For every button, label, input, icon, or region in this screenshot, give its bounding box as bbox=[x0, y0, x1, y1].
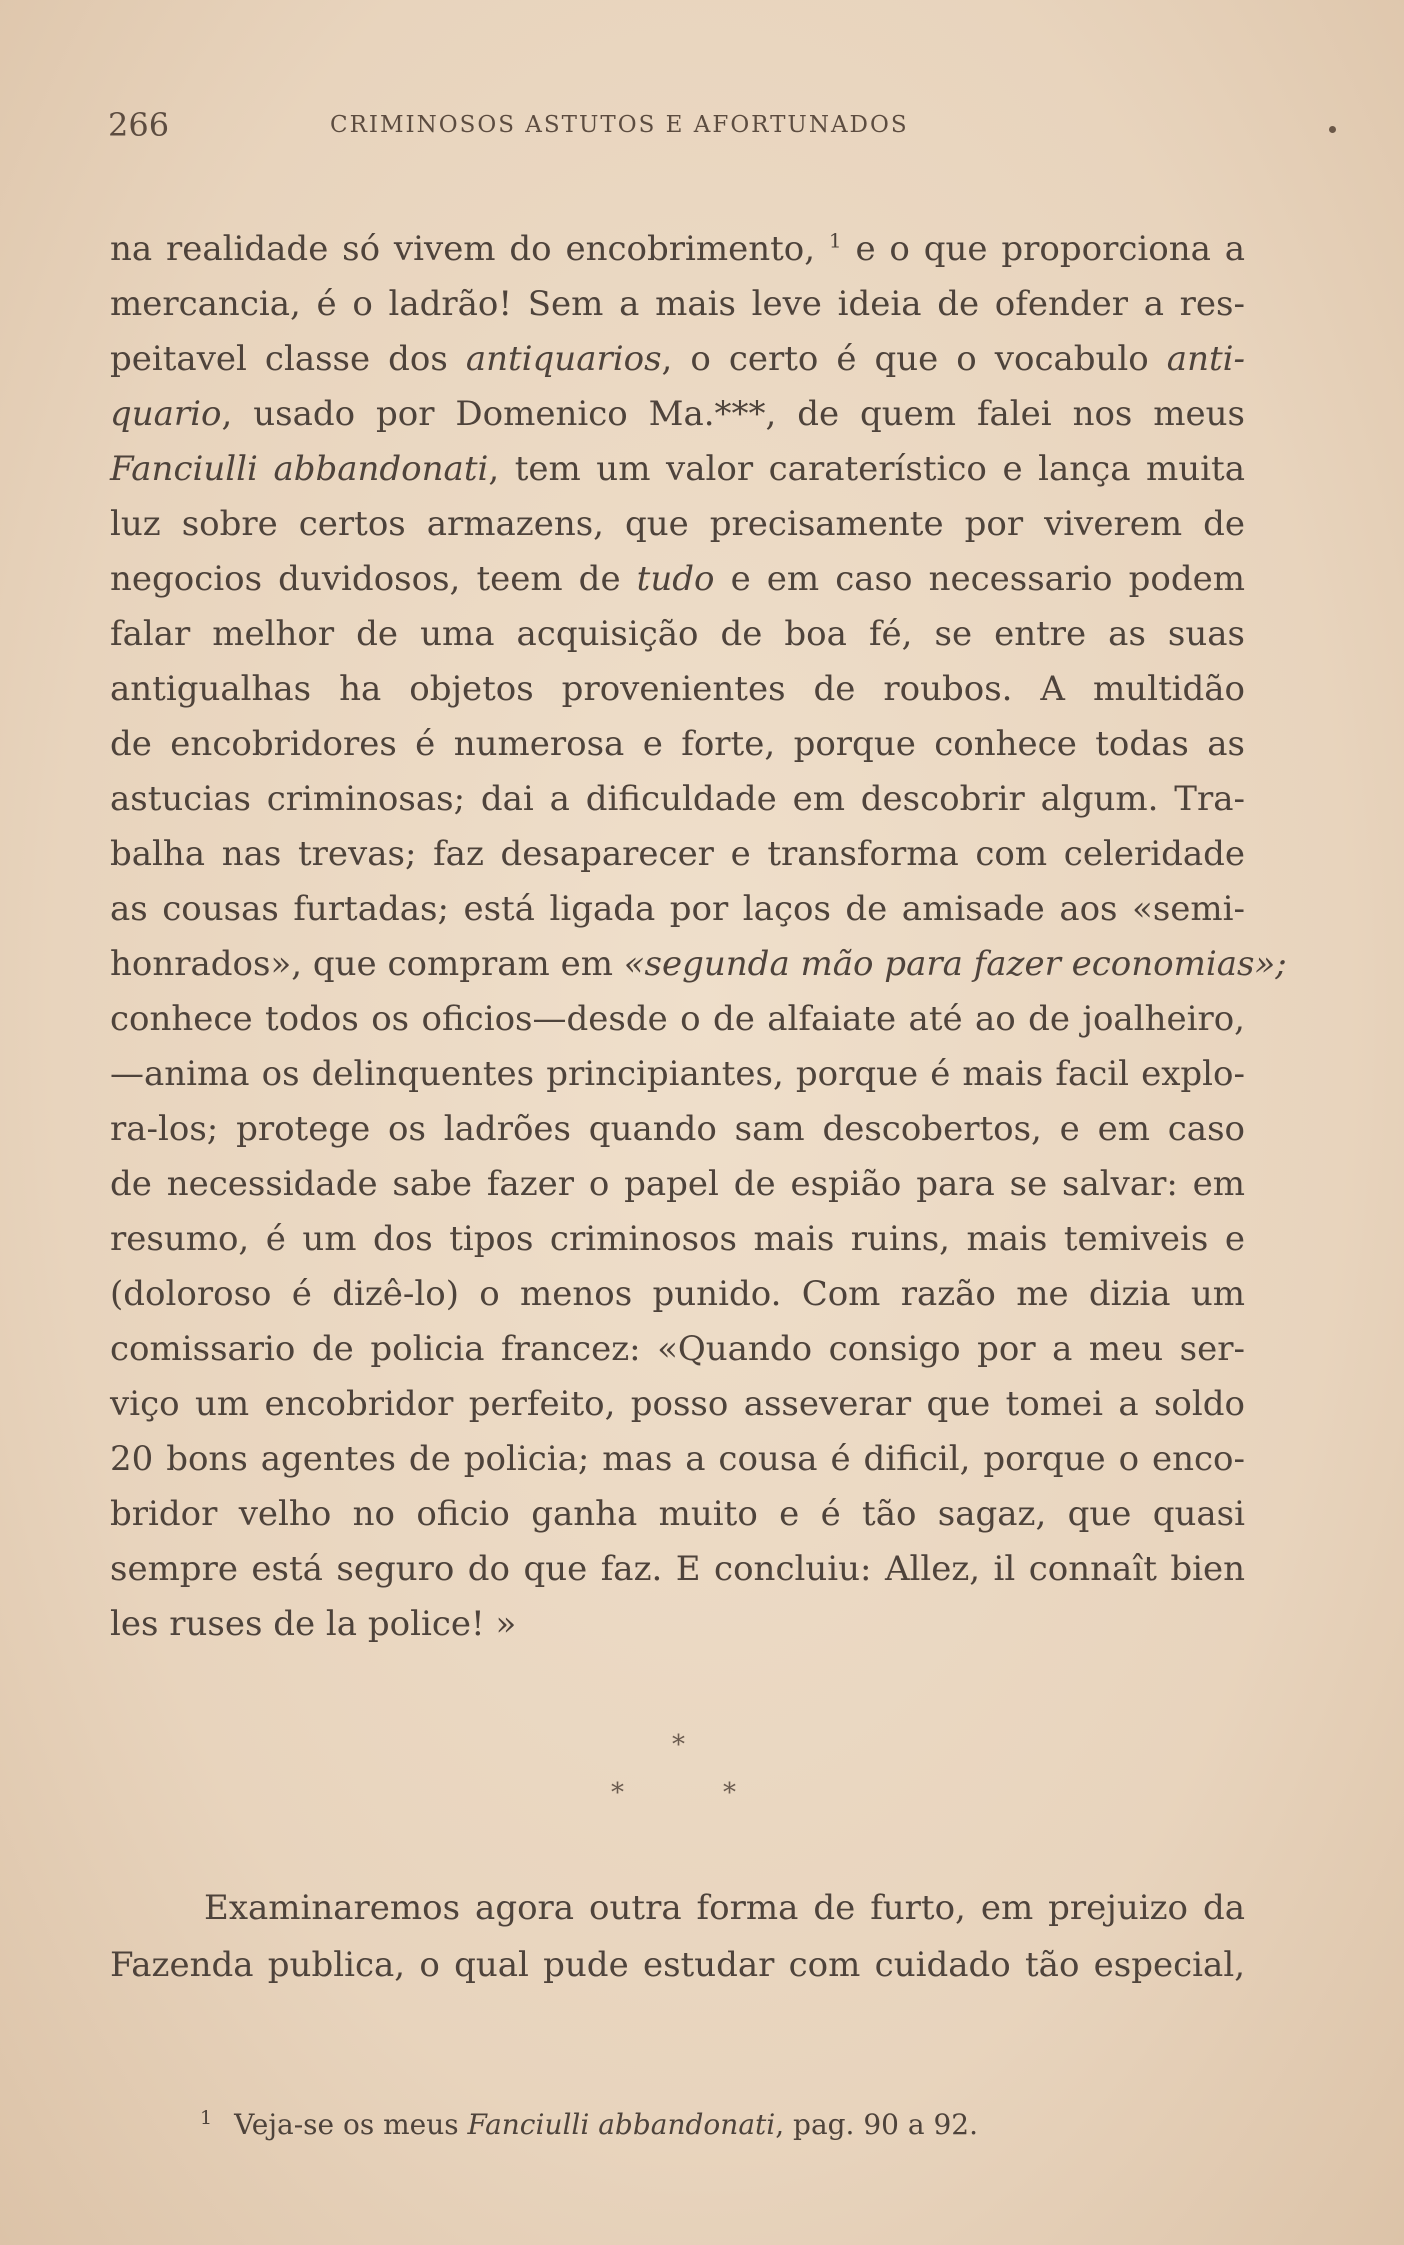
text-line bbox=[110, 1377, 1245, 1432]
text-line bbox=[110, 442, 1245, 497]
text-line bbox=[110, 1157, 1245, 1212]
text-segment: les ruses de la police! » bbox=[110, 1604, 517, 1644]
text-line bbox=[110, 827, 1245, 882]
text-line bbox=[110, 1597, 1245, 1652]
text-segment: conhece todos os oficios—desde o de alfaiate até ao de joalheiro, bbox=[110, 999, 1245, 1039]
text-segment: antiquarios bbox=[465, 339, 662, 379]
text-segment: «segunda mão para fazer economias»; bbox=[623, 944, 1287, 984]
page-number: 266 bbox=[108, 106, 170, 144]
text-line bbox=[110, 497, 1245, 552]
text-line bbox=[110, 387, 1245, 442]
text-segment: Veja-se os meus bbox=[234, 2108, 468, 2141]
page-header bbox=[108, 106, 1338, 146]
text-segment: as cousas furtadas; está ligada por laços de amisade aos «semi- bbox=[110, 889, 1245, 929]
second-paragraph bbox=[110, 1880, 1245, 1994]
text-line bbox=[110, 937, 1287, 992]
text-line bbox=[110, 1937, 1245, 1994]
text-line bbox=[110, 1322, 1245, 1377]
text-line bbox=[110, 1432, 1245, 1487]
text-segment: falar melhor de uma acquisição de boa fé, se entre as suas bbox=[110, 614, 1245, 654]
text-line bbox=[110, 222, 1245, 277]
running-head: CRIMINOSOS ASTUTOS E AFORTUNADOS bbox=[330, 112, 909, 138]
text-line bbox=[110, 277, 1245, 332]
body-paragraph bbox=[110, 222, 1287, 1652]
text-segment: , o certo é que o vocabulo bbox=[661, 339, 1167, 379]
text-line bbox=[110, 1880, 1245, 1937]
text-segment: ra-los; protege os ladrões quando sam descobertos, e em caso bbox=[110, 1109, 1245, 1149]
text-line bbox=[110, 717, 1245, 772]
asterism-star-left: * bbox=[611, 1778, 624, 1808]
text-segment: Fazenda publica, o qual pude estudar com cuidado tão especial, bbox=[110, 1945, 1245, 1985]
text-segment: anti- bbox=[1166, 339, 1245, 379]
text-line bbox=[110, 332, 1245, 387]
text-line bbox=[110, 1102, 1245, 1157]
text-segment: negocios duvidosos, teem de bbox=[110, 559, 637, 599]
text-line bbox=[110, 992, 1245, 1047]
text-segment: na realidade só vivem do encobrimento, bbox=[110, 229, 829, 269]
asterism-divider bbox=[560, 1722, 760, 1822]
text-segment: comissario de policia francez: «Quando consigo por a meu ser- bbox=[110, 1329, 1245, 1369]
text-segment: Fanciulli abbandonati bbox=[467, 2108, 776, 2141]
text-segment: balha nas trevas; faz desaparecer e transforma com celeridade bbox=[110, 834, 1245, 874]
text-segment: (doloroso é dizê-lo) o menos punido. Com razão me dizia um bbox=[110, 1274, 1245, 1314]
asterism-star-top: * bbox=[672, 1730, 685, 1760]
printer-dot-mark bbox=[1329, 126, 1336, 133]
text-segment: —anima os delinquentes principiantes, porque é mais facil explo- bbox=[110, 1054, 1245, 1094]
text-segment: e em caso necessario podem bbox=[714, 559, 1245, 599]
text-segment: bridor velho no oficio ganha muito e é tão sagaz, que quasi bbox=[110, 1494, 1245, 1534]
text-segment: mercancia, é o ladrão! Sem a mais leve ideia de ofender a res- bbox=[110, 284, 1245, 324]
text-segment: Fanciulli abbandonati bbox=[110, 449, 489, 489]
text-segment: Examinaremos agora outra forma de furto, em prejuizo da bbox=[204, 1888, 1245, 1928]
text-segment: peitavel classe dos bbox=[110, 339, 466, 379]
text-line bbox=[110, 1487, 1245, 1542]
text-line bbox=[110, 1267, 1245, 1322]
text-segment: quario bbox=[110, 394, 222, 434]
footnote bbox=[200, 2108, 978, 2141]
text-segment: honrados», que compram em bbox=[110, 944, 624, 984]
text-line bbox=[110, 662, 1245, 717]
text-segment: 20 bons agentes de policia; mas a cousa é dificil, porque o enco- bbox=[110, 1439, 1245, 1479]
text-line bbox=[110, 552, 1245, 607]
text-line bbox=[110, 607, 1245, 662]
text-segment: , tem um valor caraterístico e lança muita bbox=[488, 449, 1245, 489]
text-line bbox=[110, 1212, 1245, 1267]
footnote-text bbox=[234, 2108, 978, 2141]
footnote-marker: 1 bbox=[200, 2106, 213, 2129]
text-line bbox=[110, 882, 1245, 937]
text-segment: sempre está seguro do que faz. E concluiu: Allez, il connaît bien bbox=[110, 1549, 1245, 1589]
text-segment: astucias criminosas; dai a dificuldade em descobrir algum. Tra- bbox=[110, 779, 1245, 819]
asterism-star-right: * bbox=[723, 1778, 736, 1808]
text-segment: viço um encobridor perfeito, posso asseverar que tomei a soldo bbox=[110, 1384, 1245, 1424]
text-segment: tudo bbox=[636, 559, 715, 599]
text-segment: e o que proporciona a bbox=[841, 229, 1245, 269]
text-line bbox=[110, 1047, 1245, 1102]
footnote-reference: 1 bbox=[828, 228, 842, 253]
text-segment: antigualhas ha objetos provenientes de roubos. A multidão bbox=[110, 669, 1245, 709]
text-segment: de necessidade sabe fazer o papel de espião para se salvar: em bbox=[110, 1164, 1245, 1204]
text-segment: , pag. 90 a 92. bbox=[775, 2108, 979, 2141]
text-segment: , usado por Domenico Ma.***, de quem falei nos meus bbox=[221, 394, 1245, 434]
text-segment: de encobridores é numerosa e forte, porque conhece todas as bbox=[110, 724, 1245, 764]
text-line bbox=[110, 772, 1245, 827]
text-segment: luz sobre certos armazens, que precisamente por viverem de bbox=[110, 504, 1245, 544]
text-segment: resumo, é um dos tipos criminosos mais ruins, mais temiveis e bbox=[110, 1219, 1245, 1259]
text-line bbox=[110, 1542, 1245, 1597]
